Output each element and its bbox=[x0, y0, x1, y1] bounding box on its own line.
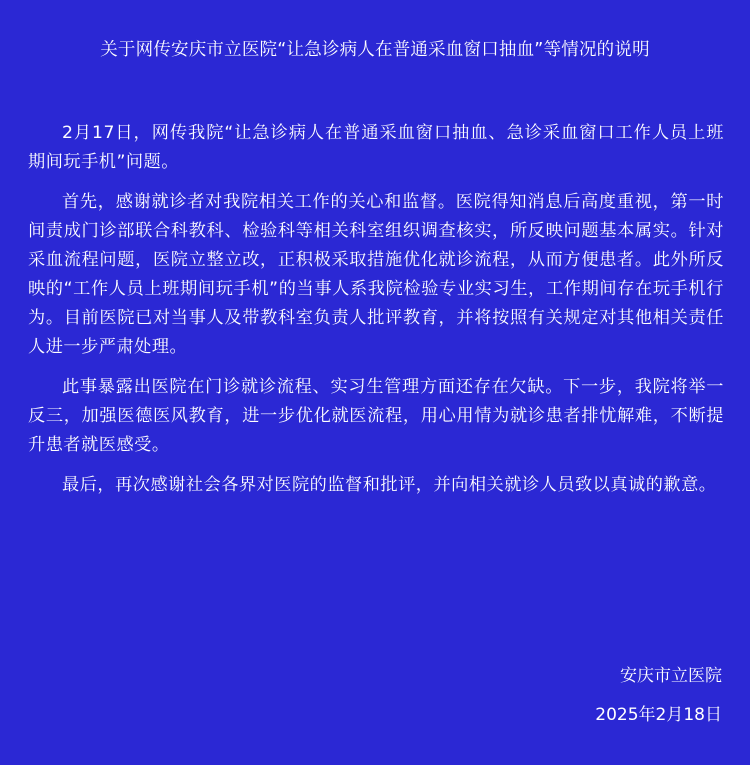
paragraph-response: 首先，感谢就诊者对我院相关工作的关心和监督。医院得知消息后高度重视，第一时间责成门诊部联合科教科、检验科等相关科室组织调查核实，所反映问题基本属实。针对采血流程问题，医院立整立改，正积极采取措施优化就诊流程，从而方便患者。此外所反映的“工作人员上班期间玩手机”的当事人系我院检验专业实习生，工作期间存在玩手机行为。目前医院已对当事人及带教科室负责人批评教育，并将按照有关规定对其他相关责任人进一步严肃处理。 bbox=[28, 192, 724, 357]
document-body bbox=[28, 119, 724, 511]
document-title: 关于网传安庆市立医院“让急诊病人在普通采血窗口抽血”等情况的说明 bbox=[100, 40, 650, 60]
signature-organization: 安庆市立医院 bbox=[620, 666, 722, 686]
paragraph-apology: 最后，再次感谢社会各界对医院的监督和批评，并向相关就诊人员致以真诚的歉意。 bbox=[62, 475, 717, 495]
paragraph-incident: 2月17日，网传我院“让急诊病人在普通采血窗口抽血、急诊采血窗口工作人员上班期间玩手机”问题。 bbox=[28, 123, 724, 172]
signature-date: 2025年2月18日 bbox=[595, 705, 722, 725]
signature-block bbox=[595, 663, 722, 728]
paragraph-improvement: 此事暴露出医院在门诊就诊流程、实习生管理方面还存在欠缺。下一步，我院将举一反三，加强医德医风教育，进一步优化就医流程，用心用情为就诊患者排忧解难，不断提升患者就医感受。 bbox=[28, 377, 724, 455]
